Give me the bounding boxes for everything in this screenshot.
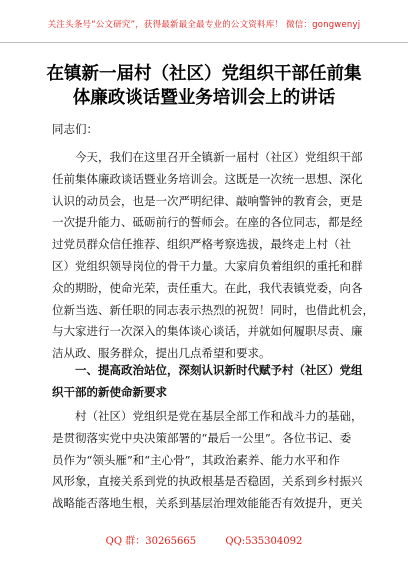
paragraph-line: 是贯彻落实党中央决策部署的“最后一公里”。各位书记、委 [52,430,352,445]
document-title-line: 体廉政谈话暨业务培训会上的讲话 [72,88,336,108]
footer-qq: QQ:535304092 [225,536,303,547]
paragraph-line: 洁从政、服务群众，提出几点希望和要求。 [52,346,271,361]
paragraph-line: 任前集体廉政谈话暨业务培训会。这既是一次统一思想、深化 [52,171,363,186]
heading-line: 一、提高政治站位，深刻认识新时代赋予村（社区）党组 [75,363,363,377]
header-divider [0,42,408,43]
section-heading-1 [52,360,363,404]
paragraph-line: 一次提升能力、砥砺前行的誓师会。在座的各位同志，都是经 [52,215,363,230]
paragraph-line: 与大家进行一次深入的集体谈心谈话，并就如何履职尽责、廉 [52,324,363,339]
salutation: 同志们： [52,122,98,136]
paragraph-line: 过党员群众信任推荐、组织严格考察选拔，最终走上村（社 [52,237,351,252]
paragraph-line: 员作为“领头雁”和“主心骨”，其政治素养、能力水平和作 [52,452,341,467]
heading-line: 织干部的新使命新要求 [52,384,167,399]
paragraph-line: 风形象，直接关系到党的执政根基是否稳固，关系到乡村振兴 [52,474,363,489]
document-title-line: 在镇新一届村（社区）党组织干部任前集 [46,64,362,84]
paragraph-line: 位新当选、新任职的同志表示热烈的祝贺！同时，也借此机会， [52,302,374,317]
paragraph-line: 战略能否落地生根，关系到基层治理效能能否有效提升，更关 [52,496,363,511]
header-note: 关注头条号“公文研究”，获得最新最全最专业的公文资料库！ 微信：gongwenyj [47,20,361,30]
paragraph-line: 众的期盼，使命光荣，责任重大。在此，我代表镇党委，向各 [52,280,363,295]
paragraph-line: 认识的动员会，也是一次严明纪律、敲响警钟的教育会，更是 [52,193,363,208]
footer-qq-group: QQ 群：30265665 [105,536,197,547]
paragraph-2 [52,406,363,515]
paragraph-line: 区）党组织领导岗位的骨干力量。大家肩负着组织的重托和群 [52,258,363,273]
paragraph-1 [52,147,374,365]
footer-contact [0,532,408,547]
document-title [0,62,408,110]
paragraph-line: 今天，我们在这里召开全镇新一届村（社区）党组织干部 [75,150,363,164]
paragraph-line: 村（社区）党组织是党在基层全部工作和战斗力的基础， [75,409,363,423]
